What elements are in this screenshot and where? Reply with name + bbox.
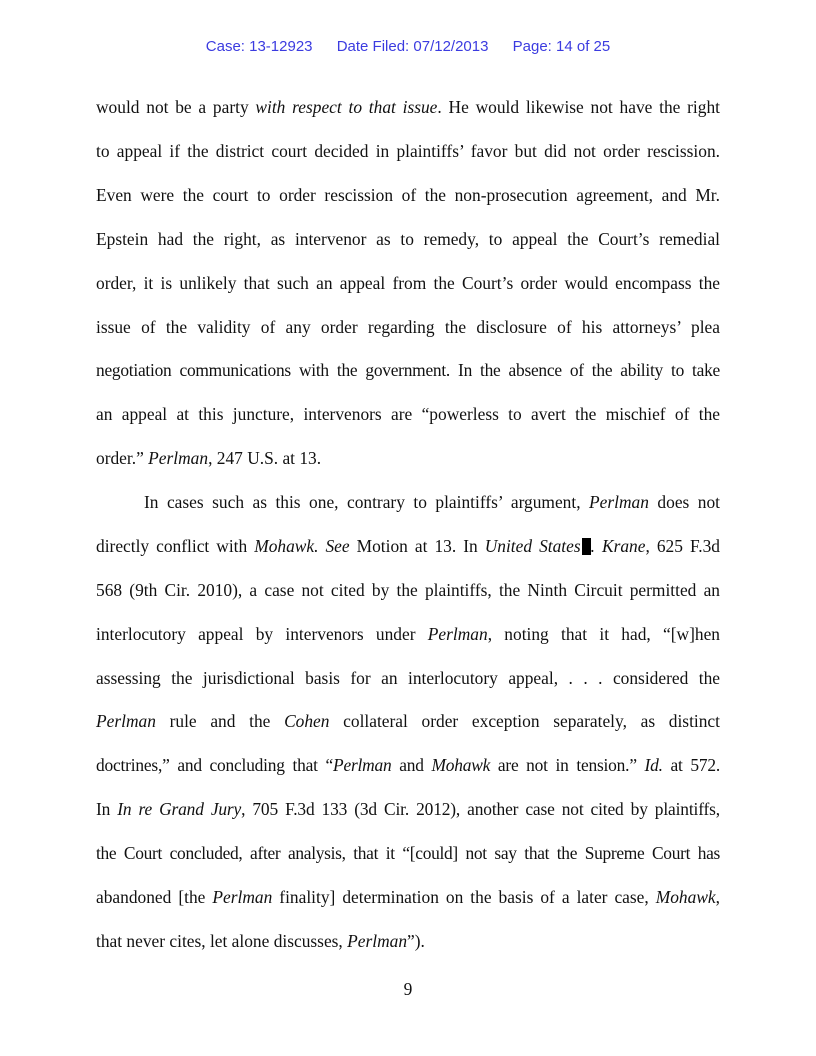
p2-line-9: the Court concluded, after analysis, that it “[could] not say that the Supreme Court has — [96, 843, 720, 863]
date-filed: Date Filed: 07/12/2013 — [336, 38, 489, 55]
p2-line-7: doctrines,” and concluding that “Perlman and Mohawk are not in tension.” Id. at 572. — [96, 755, 720, 775]
p1-line-9: order.” Perlman, 247 U.S. at 13. — [96, 448, 322, 468]
p1-line-3: Even were the court to order rescission of the non-prosecution agreement, and Mr. — [96, 185, 720, 205]
page-indicator: Page: 14 of 25 — [512, 38, 611, 55]
redaction-mark — [582, 538, 591, 555]
ecf-header — [0, 38, 816, 55]
p2-line-6: Perlman rule and the Cohen collateral order exception separately, as distinct — [96, 711, 720, 731]
p2-line-5: assessing the jurisdictional basis for an interlocutory appeal, . . . considered the — [96, 668, 720, 688]
p2-line-10: abandoned [the Perlman finality] determination on the basis of a later case, Mohawk, — [96, 887, 721, 907]
p1-line-1: would not be a party with respect to that issue. He would likewise not have the right — [96, 97, 720, 117]
case-number: Case: 13-12923 — [205, 38, 313, 55]
p1-line-4: Epstein had the right, as intervenor as to remedy, to appeal the Court’s remedial — [96, 229, 720, 249]
page-number: 9 — [403, 979, 413, 999]
p1-line-7: negotiation communications with the government. In the absence of the ability to take — [96, 360, 720, 380]
p2-line-8: In In re Grand Jury, 705 F.3d 133 (3d Cir. 2012), another case not cited by plaintiffs, — [96, 799, 720, 819]
p1-line-6: issue of the validity of any order regarding the disclosure of his attorneys’ plea — [96, 317, 720, 337]
p1-line-5: order, it is unlikely that such an appeal from the Court’s order would encompass the — [96, 273, 720, 293]
p2-line-4: interlocutory appeal by intervenors under Perlman, noting that it had, “[w]hen — [96, 624, 720, 644]
p1-line-8: an appeal at this juncture, intervenors are “powerless to avert the mischief of the — [96, 404, 720, 424]
p2-line-1: In cases such as this one, contrary to plaintiffs’ argument, Perlman does not — [144, 492, 721, 512]
p2-line-3: 568 (9th Cir. 2010), a case not cited by the plaintiffs, the Ninth Circuit permitted an — [96, 580, 720, 600]
p2-line-11: that never cites, let alone discusses, Perlman”). — [96, 931, 425, 951]
p1-line-2: to appeal if the district court decided in plaintiffs’ favor but did not order rescission. — [96, 141, 720, 161]
p2-line-2: directly conflict with Mohawk. See Motion at 13. In United States . Krane, 625 F.3d — [96, 536, 720, 556]
